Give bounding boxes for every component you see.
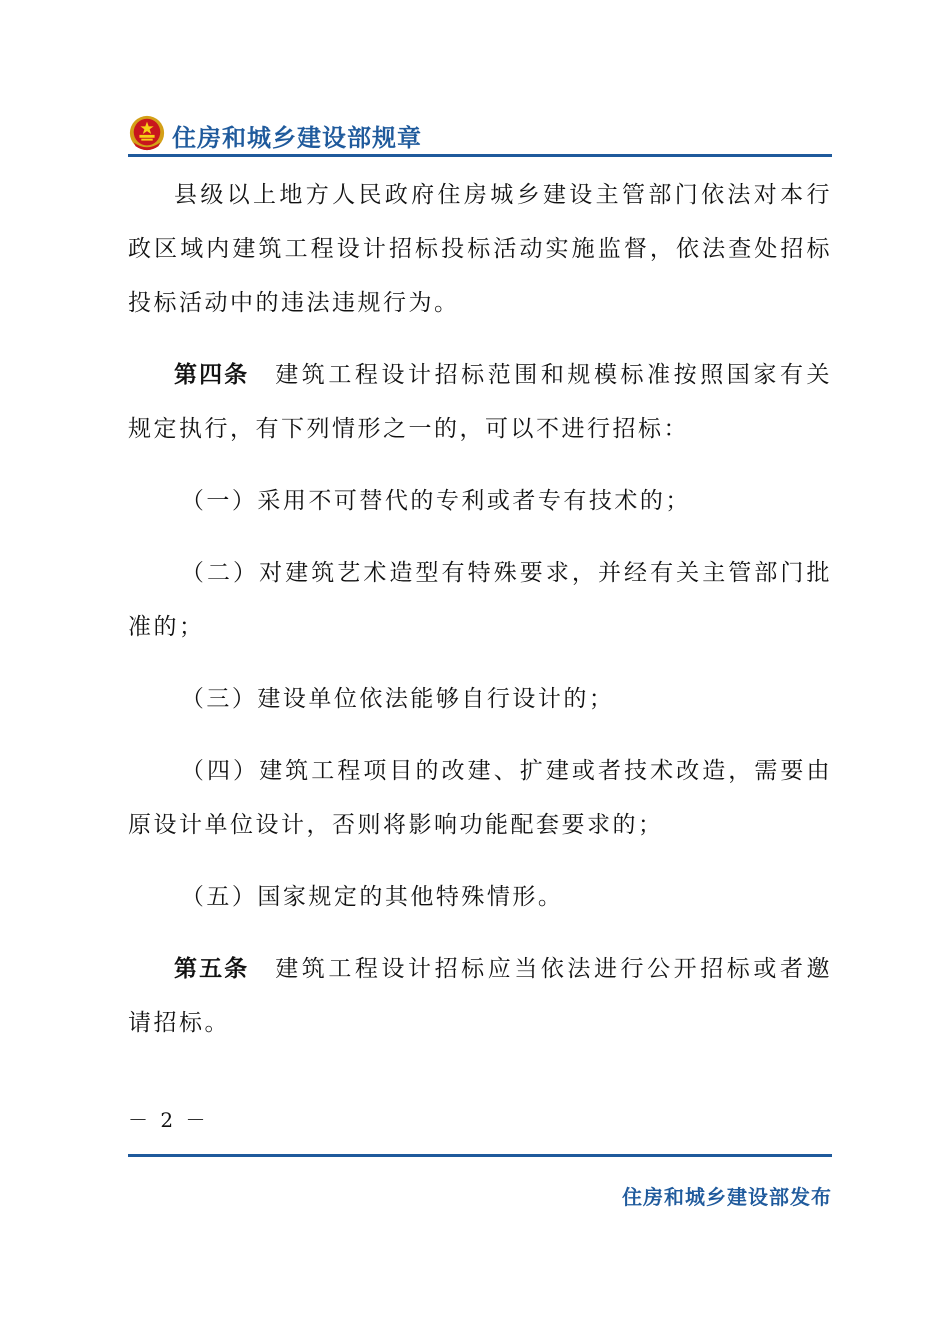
article-text: 建筑工程设计招标应当依法进行公开招标或者邀请招标。: [128, 956, 833, 1036]
page-header: [128, 112, 832, 156]
paragraph: 县级以上地方人民政府住房城乡建设主管部门依法对本行政区域内建筑工程设计招标投标活动实施监督，依法查处招标投标活动中的违法违规行为。: [128, 182, 832, 316]
list-item: （四）建筑工程项目的改建、扩建或者技术改造，需要由原设计单位设计，否则将影响功能配套要求的；: [128, 758, 832, 838]
article-label: 第四条: [174, 362, 250, 388]
footer-divider: [128, 1154, 832, 1157]
header-divider: [128, 154, 832, 157]
article-label: 第五条: [174, 956, 250, 982]
list-item: （五）国家规定的其他特殊情形。: [180, 884, 564, 910]
article-5: [128, 942, 832, 1050]
article-4: [128, 348, 832, 456]
national-emblem-icon: [128, 114, 166, 152]
list-item: （三）建设单位依法能够自行设计的；: [180, 686, 615, 712]
document-body: [128, 168, 832, 1050]
page-number: － 2 －: [128, 1108, 209, 1132]
footer-publisher: 住房和城乡建设部发布: [622, 1185, 832, 1209]
list-item: （二）对建筑艺术造型有特殊要求，并经有关主管部门批准的；: [128, 560, 832, 640]
list-item: （一）采用不可替代的专利或者专有技术的；: [180, 488, 691, 514]
header-title: 住房和城乡建设部规章: [172, 124, 422, 152]
article-text: 建筑工程设计招标范围和规模标准按照国家有关规定执行，有下列情形之一的，可以不进行招标：: [128, 362, 833, 442]
